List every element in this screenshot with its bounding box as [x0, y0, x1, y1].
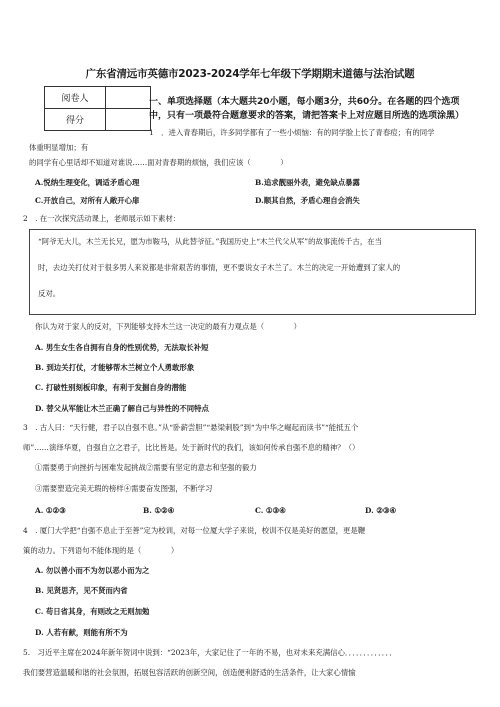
q1-option-d[interactable]: D.顺其自然，矛盾心理自会消失 [255, 196, 360, 205]
material-line1: “阿爷无大儿，木兰无长兄，愿为市鞍马，从此替爷征。”我国历史上“木兰代父从军”的故事流传千古，在当 [38, 237, 382, 246]
q3-option-c[interactable]: C. ①③④ [255, 506, 286, 515]
material-line3: 反对。 [38, 289, 61, 298]
score-cell [106, 109, 151, 131]
q2-stem: 2 . 在一次探究活动课上，老师展示如下素材： [23, 214, 181, 223]
reviewer-cell [106, 87, 151, 109]
q3-option-a[interactable]: A. ①②③ [35, 506, 66, 515]
material-line2: 时，去边关打仗对于很多男人来说都是非常艰苦的事情，更不要说女子木兰了。木兰的决定一开始遭到了家人的 [38, 263, 401, 272]
section-heading [149, 95, 469, 123]
q3-line1: 3 . 古人曰：“天行健，君子以自强不息。”从“卧薪尝胆”“悬梁刺股”到“为中华之崛起而读书”“能抵五个 [23, 423, 359, 432]
q3-option-b[interactable]: B. ①②④ [143, 506, 175, 515]
page-title: 广东省清远市英德市2023-2024学年七年级下学期期末道德与法治试题 [85, 68, 415, 80]
score-label: 得分 [45, 109, 106, 131]
q1-option-b[interactable]: B.追求靓丽外表，避免缺点暴露 [255, 178, 360, 187]
q2-option-c[interactable]: C. 打破性别刻板印象，有利于发掘自身的潜能 [35, 383, 187, 392]
reviewer-label: 阅卷人 [45, 87, 106, 109]
q4-line2: 策的动力。下列语句不能体现的是（ ） [23, 546, 179, 555]
q3-line2: 师”……演绎华夏，自强自立之君子，比比皆是。处于新时代的我们，该如何传承自强不息的精神？（） [23, 443, 360, 452]
q1-option-c[interactable]: C.开放自己，对所有人敞开心扉 [35, 196, 140, 205]
q2-option-a[interactable]: A. 男生女生各自拥有自身的性别优势，无法取长补短 [35, 343, 209, 352]
material-box [29, 229, 476, 315]
q2-option-d[interactable]: D. 替父从军能让木兰正确了解自己与异性的不同特点 [35, 404, 209, 413]
q2-option-b[interactable]: B. 到边关打仗，才能够帮木兰树立个人勇敢形象 [35, 363, 195, 372]
q3-item2: ③需要塑造完美无瑕的榜样④需要奋发图强，不断学习 [35, 484, 213, 493]
q3-item1: ①需要勇于向挫折与困难发起挑战②需要有坚定的意志和坚强的毅力 [35, 463, 257, 472]
q3-option-d[interactable]: D. ②③④ [365, 506, 397, 515]
q4-option-c[interactable]: C. 苟日省其身，有则改之无则加勉 [35, 607, 150, 616]
q1-line2: 体重明显增加；有 [29, 143, 89, 152]
q1-option-a[interactable]: A.悦纳生理变化，调适矛盾心理 [35, 178, 140, 187]
q4-option-a[interactable]: A. 勿以善小而不为勿以恶小而为之 [35, 566, 150, 575]
section-heading-line2: 中，只有一项最符合题意要求的答案，请把答案卡上对应题目所选的选项涂黑） [149, 111, 465, 121]
q5-line2: 我们要营造温暖和谐的社会氛围，拓展包容活跃的创新空间，创造便利舒适的生活条件，让大家心情愉 [23, 668, 356, 677]
section-heading-line1: 一、单项选择题（本大题共20小题，每小题3分，共60分。在各题的四个选项 [149, 97, 460, 107]
q5-line1: 5. 习近平主席在2024年新年贺词中说到：“2023年，大家记住了一年的不易，也对未来充满信心．．．．．．．．．．．．． [23, 648, 397, 657]
q4-line1: 4 . 厦门大学把“自强不息止于至善”定为校训，对每一位厦大学子来说，校训不仅是美好的愿望，更是鞭 [23, 526, 366, 535]
q2-question: 你认为对于家人的反对，下列能够支持木兰这一决定的最有力观点是（ ） [35, 322, 302, 331]
q1-line1: 1 ．进入青春期后，许多同学都有了一些小烦恼：有的同学脸上长了青春痘；有的同学 [149, 128, 435, 137]
q4-option-d[interactable]: D. 人若有献，则能有所不为 [35, 628, 128, 637]
score-table [44, 86, 151, 131]
q1-line3: 的同学有心里话却不知道对谁说……面对青春期的烦恼，我们应该（ ） [29, 158, 288, 167]
q4-option-b[interactable]: B. 见贤思齐，见不贤而内省 [35, 586, 128, 595]
